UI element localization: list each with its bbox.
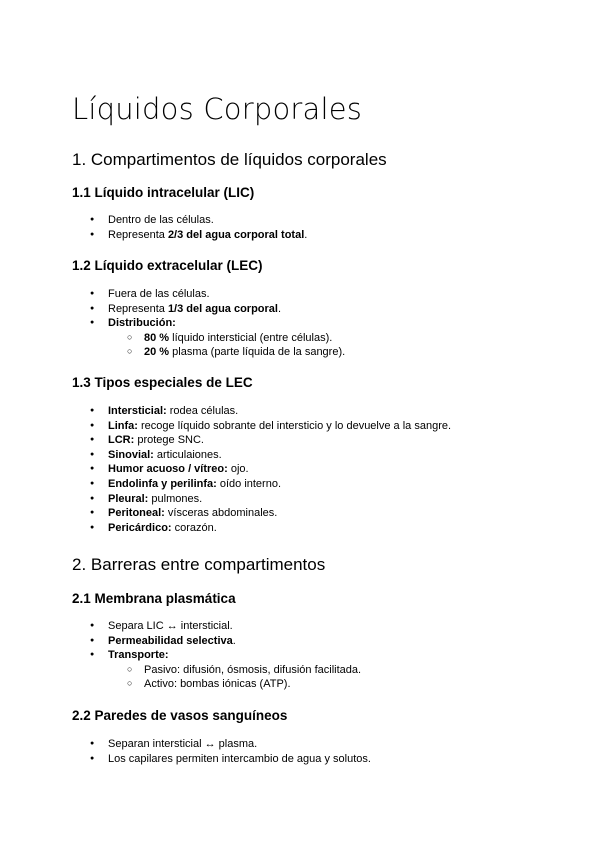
sub-list-item: ○ Activo: bombas iónicas (ATP). [72, 677, 361, 692]
list-item: ● Separa LIC ↔ intersticial. [72, 619, 361, 634]
list-item: ● Fuera de las células. [72, 287, 345, 302]
sub-list-item: ○ 80 % líquido intersticial (entre células). [72, 331, 345, 346]
list-lec [72, 287, 345, 360]
list-item: ● Los capilares permiten intercambio de agua y solutos. [72, 752, 371, 767]
sub-list-item: ○ 20 % plasma (parte líquida de la sangre). [72, 345, 345, 360]
list-item: ● Sinovial: articulaiones. [72, 448, 451, 463]
list-item: ● Transporte: [72, 648, 361, 663]
subsection-2-2-heading: 2.2 Paredes de vasos sanguíneos [72, 708, 288, 723]
list-item: ● Permeabilidad selectiva. [72, 634, 361, 649]
list-item: ● Pericárdico: corazón. [72, 521, 451, 536]
list-item: ● Representa 1/3 del agua corporal. [72, 302, 345, 317]
document-title: Líquidos Corporales [72, 92, 363, 126]
list-item: ● Distribución: [72, 316, 345, 331]
subsection-1-3-heading: 1.3 Tipos especiales de LEC [72, 375, 253, 390]
list-item: ● Separan intersticial ↔ plasma. [72, 737, 371, 752]
subsection-1-1-heading: 1.1 Líquido intracelular (LIC) [72, 185, 255, 200]
list-item: ● Intersticial: rodea células. [72, 404, 451, 419]
list-item: ● Representa 2/3 del agua corporal total. [72, 228, 307, 243]
list-item: ● LCR: protege SNC. [72, 433, 451, 448]
section-1-heading: 1. Compartimentos de líquidos corporales [72, 150, 387, 169]
list-item: ● Endolinfa y perilinfa: oído interno. [72, 477, 451, 492]
list-item: ● Pleural: pulmones. [72, 492, 451, 507]
list-item: ● Peritoneal: vísceras abdominales. [72, 506, 451, 521]
list-item: ● Dentro de las células. [72, 213, 307, 228]
list-item: ● Humor acuoso / vítreo: ojo. [72, 462, 451, 477]
sub-list-item: ○ Pasivo: difusión, ósmosis, difusión facilitada. [72, 663, 361, 678]
list-lic [72, 213, 307, 242]
list-membrana [72, 619, 361, 692]
section-2-heading: 2. Barreras entre compartimentos [72, 555, 326, 574]
subsection-2-1-heading: 2.1 Membrana plasmática [72, 591, 236, 606]
list-tipos-lec [72, 404, 451, 535]
subsection-1-2-heading: 1.2 Líquido extracelular (LEC) [72, 258, 263, 273]
list-item: ● Linfa: recoge líquido sobrante del intersticio y lo devuelve a la sangre. [72, 419, 451, 434]
list-vasos [72, 737, 371, 766]
